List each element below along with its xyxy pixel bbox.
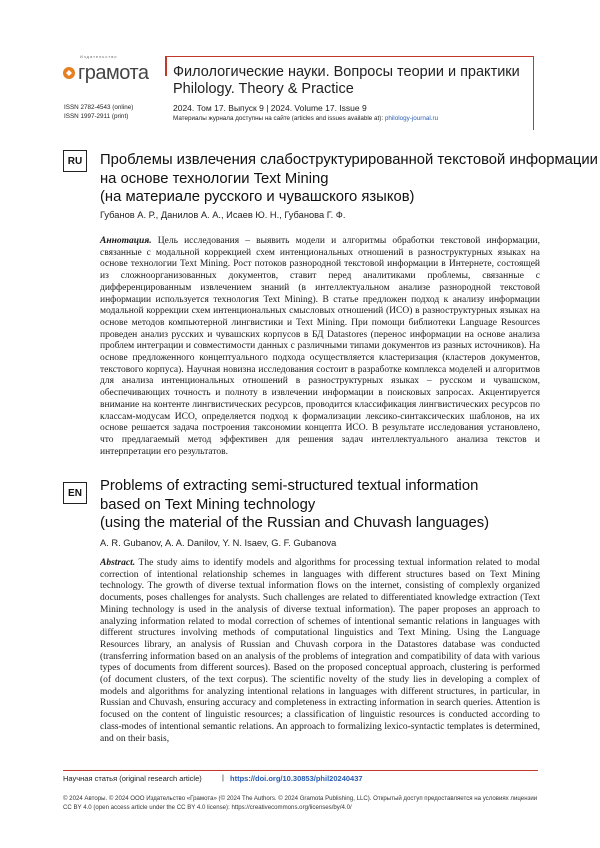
title-line: based on Text Mining technology	[100, 496, 316, 513]
logo-mark-icon	[62, 66, 76, 80]
footer-divider	[63, 770, 538, 771]
issn-print: ISSN 1997-2911 (print)	[64, 113, 129, 120]
logo-text: грамота	[78, 62, 149, 84]
language-badge-en: EN	[63, 482, 87, 504]
article-title-en	[100, 477, 540, 533]
materials-text: Материалы журнала доступны на сайте (articles and issues available at):	[173, 115, 385, 122]
title-line: (using the material of the Russian and Chuvash languages)	[100, 515, 490, 531]
title-line: (на материале русского и чувашского языков)	[100, 189, 415, 205]
abstract-text: Цель исследования – выявить модели и алгоритмы обработки текстовой информации, связанные с модальной коррекцией схем интенциональных отношений в разноструктурных языках на основе технологии Text Mining. Рост потоков разнородной текстовой информации в Интернете, состоящей из сложноорганизованных документов, ставит перед аналитиками проблемы, связанные с дифференцированным извлечением знаний (в интеллектуальном анализе разнородной текстовой информации используется технология Text Mining). В статье предложен подход к анализу информации модальной коррекции схем интенциональных смысловых отношений (ИСО) в разноструктурных языках на основе методов компьютерной лингвистики и Text Mining. При помощи библиотеки Language Resources проведен анализ русских и чувашских корпусов в БД Datastores (перенос информации на основе анализа проблем интеграции и совместимости данных с различными типами документов из разных источников). На основе предложенного концептуального подхода осуществляется кластеризация (кластеров документов, текстового корпуса). Научная новизна исследования состоит в разработке комплекса моделей и алгоритмов для анализа интенциональных отношений в разноструктурных языках – русском и чувашском, обеспечивающих точность и полноту в извлечении информации в поисковых запросах. Акцентируется внимание на контенте лингвистических ресурсов, проводится классификация лингвистических ресурсов по классам-модусам ИСО, определяется подход к формализации лексико-синтаксических шаблонов, на их основе решается задача построения таксономии концепта ИСО. В результате исследования установлено, что предлагаемый метод эффективен для решения задач интеллектуального анализа текстов и интерпретации его результатов.	[100, 236, 540, 457]
title-line: Problems of extracting semi-structured textual information	[100, 478, 479, 494]
copyright-notice: © 2024 Авторы. © 2024 ООО Издательство «Грамота» (© 2024 The Authors. © 2024 Gramota Publishing, LLC). Открытый доступ предоставляется на условиях лицензии CC BY 4.0 (open access article under the CC BY 4.0 license): https://creativecommons.org/licenses/by/4.0/	[63, 795, 538, 811]
authors-en: A. R. Gubanov, A. A. Danilov, Y. N. Isaev, G. F. Gubanova	[100, 538, 337, 548]
abstract-label: Abstract.	[100, 558, 136, 568]
article-title-ru	[100, 151, 598, 207]
abstract-label: Аннотация.	[100, 236, 152, 246]
abstract-en	[100, 558, 540, 748]
materials-availability	[173, 115, 438, 122]
issn-online: ISSN 2782-4543 (online)	[64, 104, 134, 111]
journal-title-ru: Филологические науки. Вопросы теории и практики	[173, 64, 520, 80]
doi-link[interactable]: https://doi.org/10.30853/phil20240437	[230, 774, 363, 783]
abstract-text: The study aims to identify models and algorithms for processing textual information related to modal correction of intentional relationship schemes in languages with different structures based on Text Mining technology. The growth of diverse textual information flows on the internet, consisting of complexly organized documents, poses challenges for analysts. Such challenges are related to differentiated knowledge extraction (Text Mining technology is used in the analysis of diverse textual information). The paper proposes an approach to analyzing information related to modal correction of schemes of intentional semantic relations in languages with different structures involving methods of computational linguistics and Text Mining. Using the Language Resources library, an analysis of Russian and Chuvash corpora in the Datastores database was conducted (transferring information based on an analysis of the problems of integration and compatibility of data with various types of documents from different sources). Based on the proposed conceptual approach, clustering is performed (of document clusters, of the text corpus). The scientific novelty of the study lies in developing a complex of models and algorithms for analyzing intentional relations in languages with different structures, in particular, in Russian and Chuvash, ensuring accuracy and completeness in extracting information in search queries. Attention is focused on the content of linguistic resources; a classification of linguistic resources is conducted according to class-modes of intentional semantic relations. An approach to formalizing lexico-syntactic templates is determined, and on their basis,	[100, 558, 540, 744]
language-badge-ru: RU	[63, 150, 87, 172]
journal-site-link[interactable]: philology-journal.ru	[384, 115, 439, 122]
footer-separator: |	[222, 773, 224, 782]
abstract-ru	[100, 236, 540, 466]
journal-frame-left	[165, 56, 167, 76]
journal-title-en: Philology. Theory & Practice	[173, 81, 354, 97]
authors-ru: Губанов А. Р., Данилов А. А., Исаев Ю. Н., Губанова Г. Ф.	[100, 210, 346, 220]
publisher-logo	[62, 62, 162, 88]
issue-info: 2024. Том 17. Выпуск 9 | 2024. Volume 17. Issue 9	[173, 103, 367, 113]
article-type: Научная статья (original research article)	[63, 774, 202, 783]
logo-tagline: Издательство	[80, 54, 118, 59]
title-line: на основе технологии Text Mining	[100, 170, 329, 187]
title-line: Проблемы извлечения слабоструктурированной текстовой информации	[100, 152, 598, 168]
